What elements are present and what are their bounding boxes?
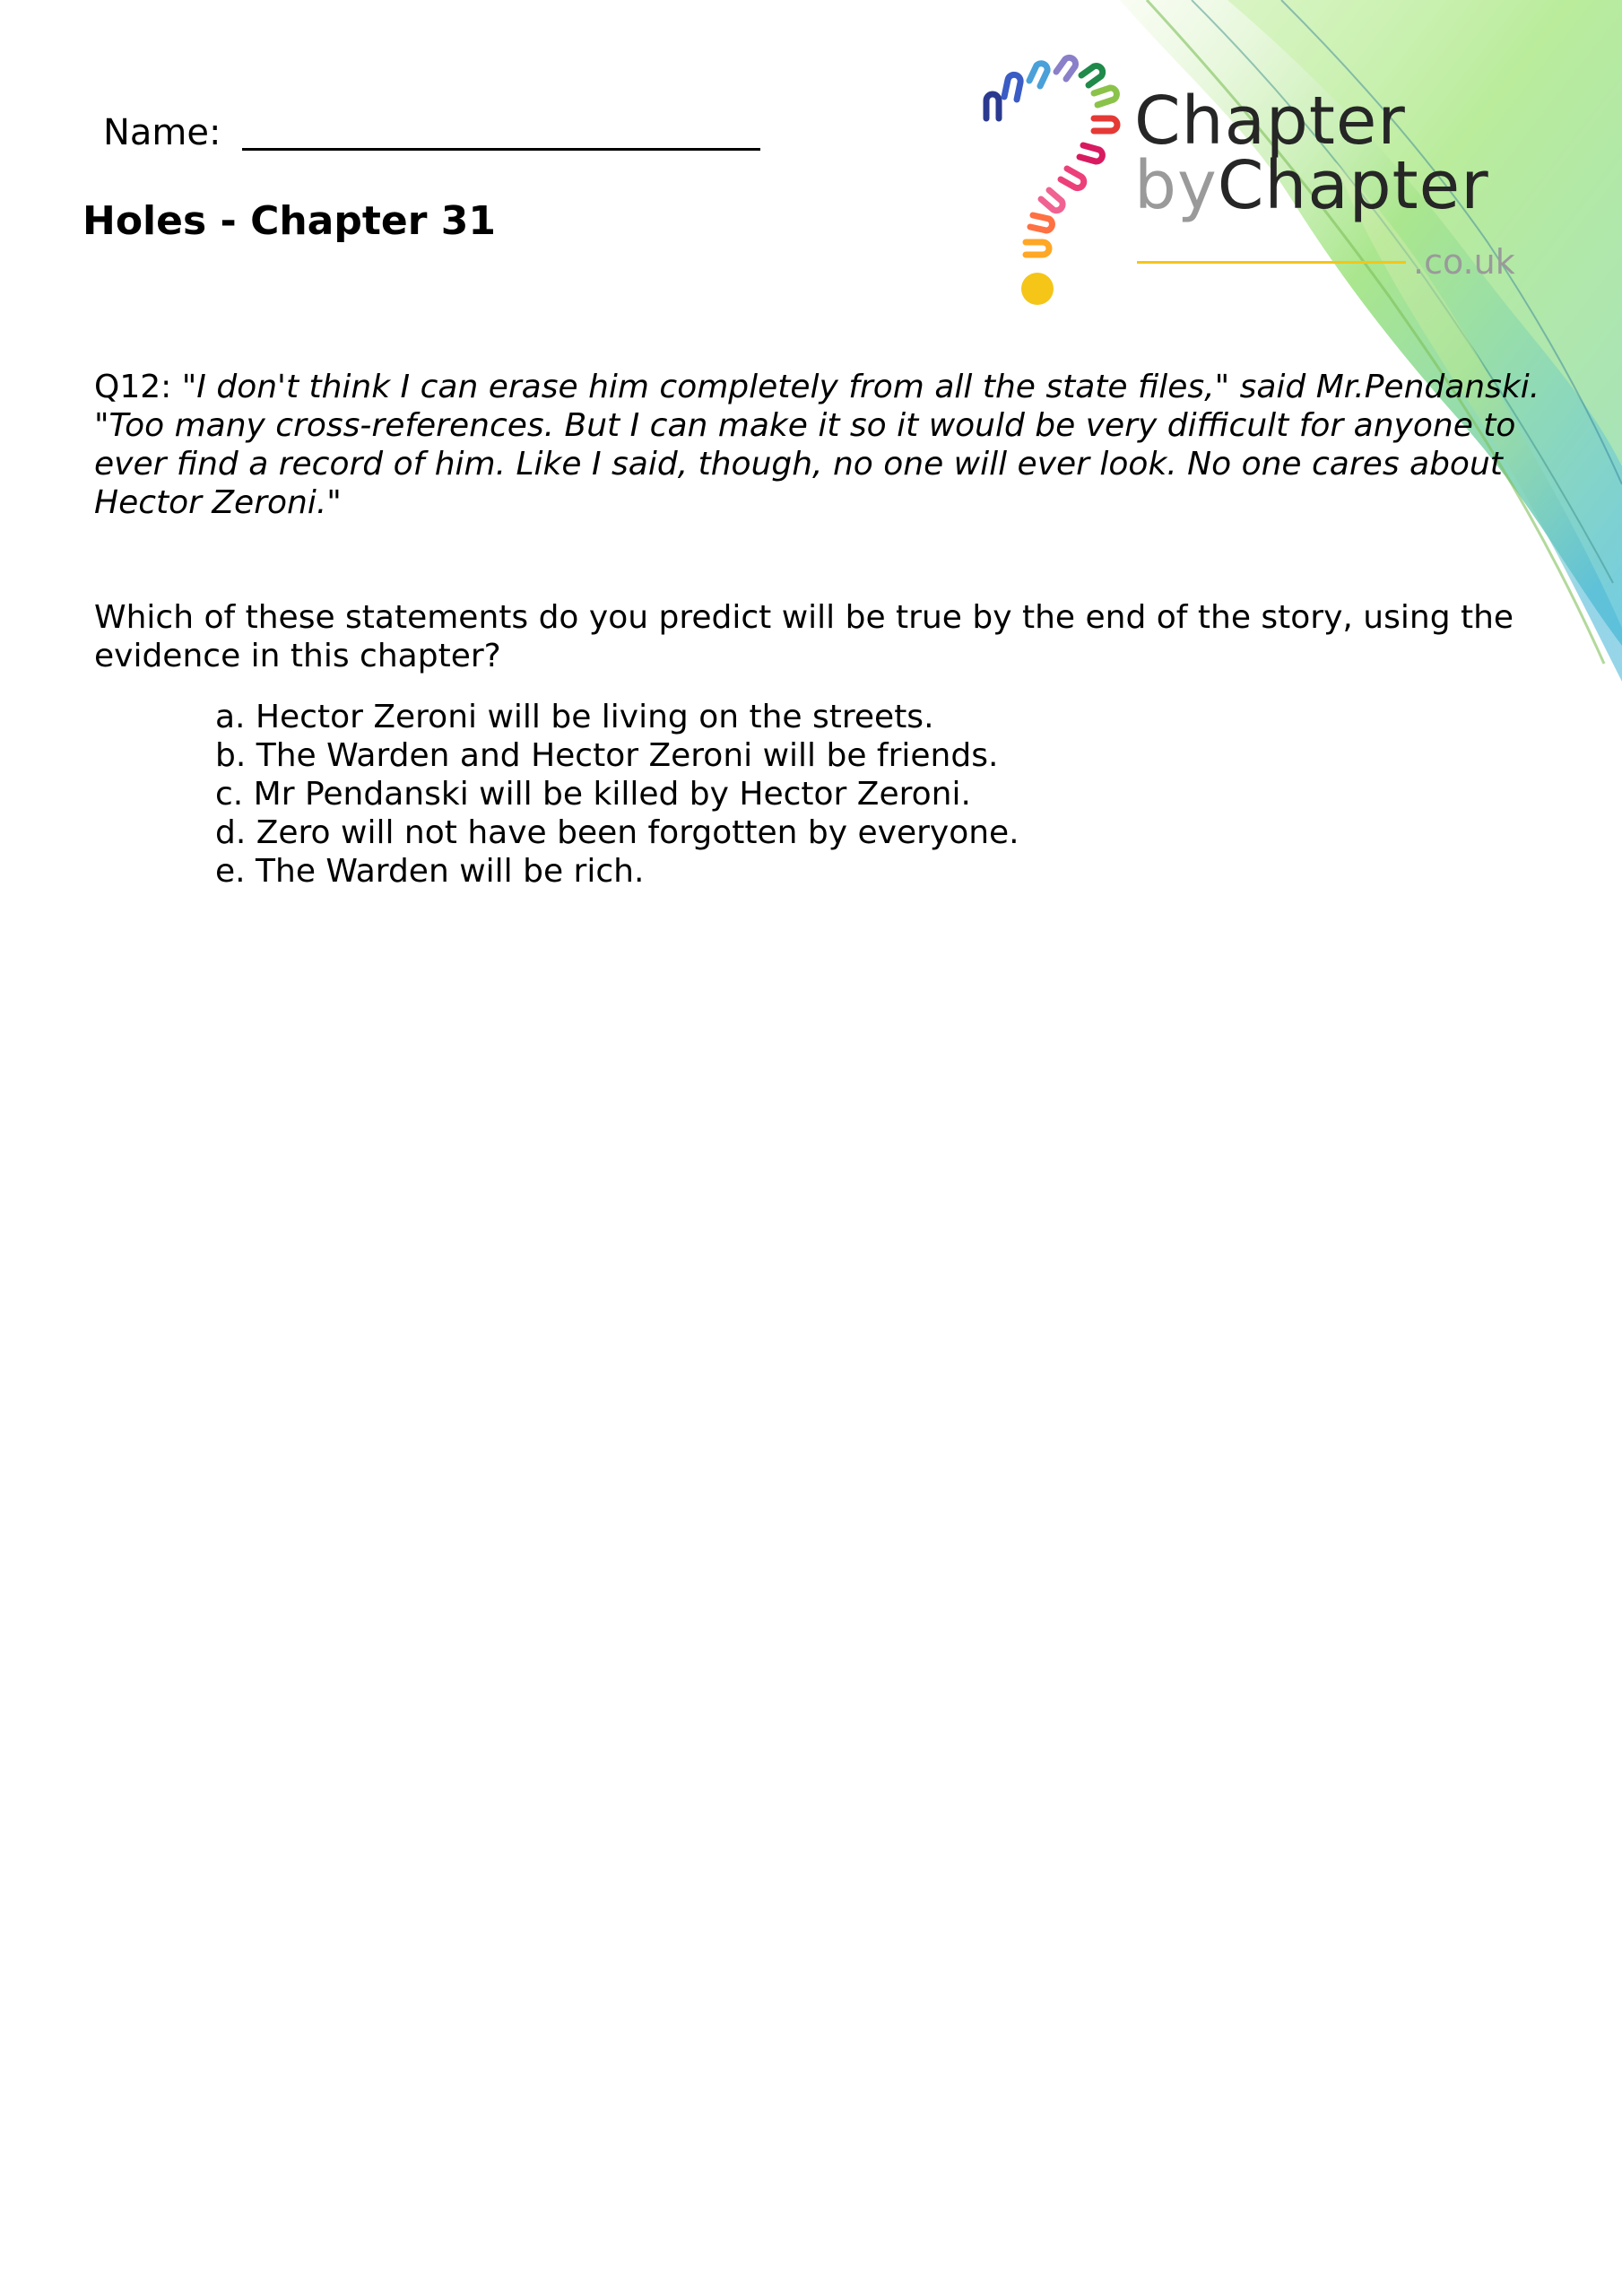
name-label: Name:	[103, 112, 221, 153]
logo-word-by: by	[1134, 147, 1218, 224]
logo-domain: .co.uk	[1413, 242, 1515, 282]
worksheet-title: Holes - Chapter 31	[82, 198, 496, 244]
answer-option-c: c. Mr Pendanski will be killed by Hector Zeroni.	[215, 776, 971, 813]
question-prompt: Which of these statements do you predict will be true by the end of the story, using the evidence in this chapter?	[94, 599, 1514, 674]
logo-word-bychapter	[1134, 147, 1489, 224]
name-blank-line[interactable]	[242, 116, 760, 151]
logo-footer	[1137, 242, 1515, 282]
answer-option-b: b. The Warden and Hector Zeroni will be friends.	[215, 737, 999, 774]
answer-option-e: e. The Warden will be rich.	[215, 853, 645, 890]
logo-word-chapter: Chapter	[1134, 83, 1406, 160]
question-quote-line1: "I don't think I can erase him completely from all the state files," said Mr.Pendanski.	[181, 369, 1540, 405]
logo-wordmark	[1134, 83, 1489, 224]
answer-option-a: a. Hector Zeroni will be living on the streets.	[215, 699, 934, 735]
logo-word-chapter-second: Chapter	[1217, 147, 1489, 224]
logo-underline	[1137, 261, 1406, 264]
question-label: Q12:	[94, 369, 172, 405]
question-quote-line2: "Too many cross-references. But I can make it so it would be very difficult for anyone to ever find a record of him. Like I said, though, no one will ever look. No one cares about Hector Zeroni."	[94, 407, 1516, 521]
answer-option-d: d. Zero will not have been forgotten by everyone.	[215, 814, 1019, 851]
question-block	[94, 368, 1547, 522]
name-field[interactable]	[103, 112, 760, 153]
answer-options-list	[215, 698, 1019, 891]
